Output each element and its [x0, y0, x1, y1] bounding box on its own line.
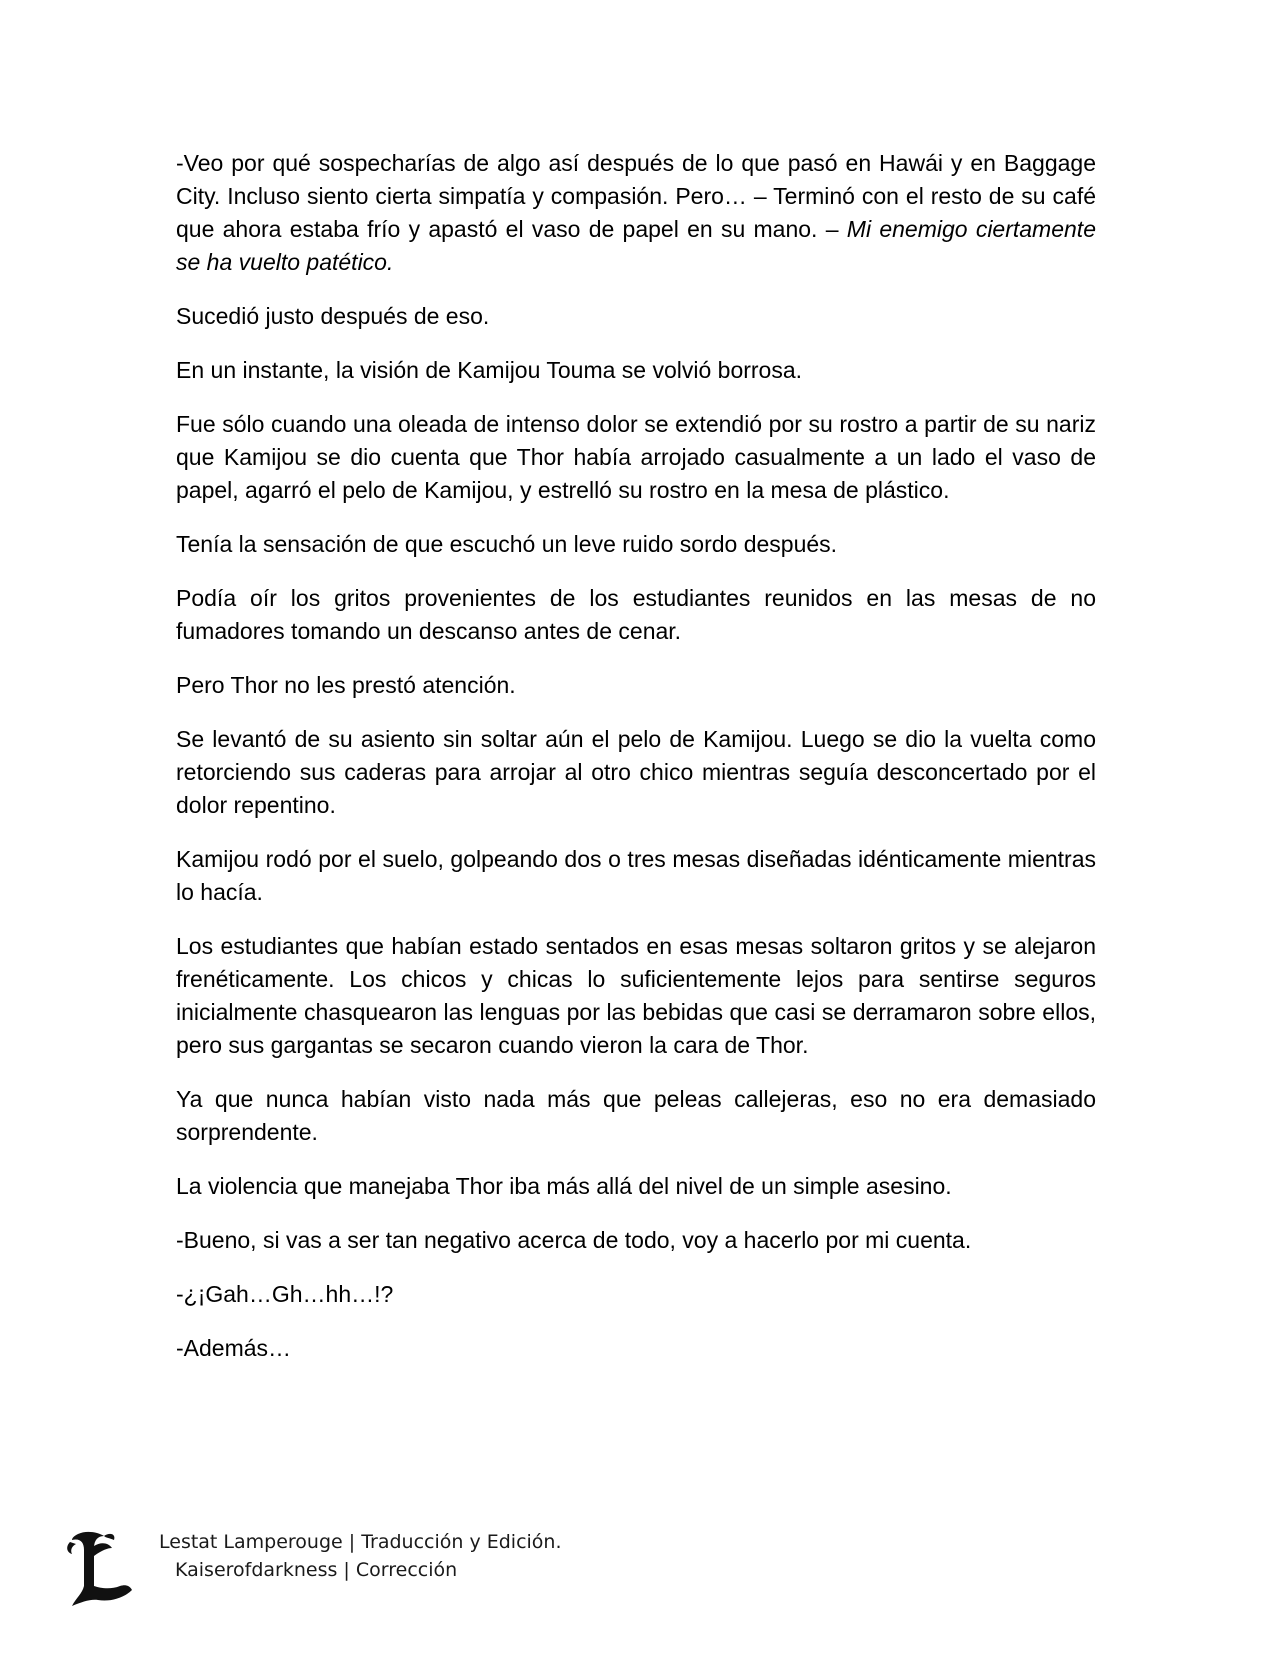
paragraph-3: En un instante, la visión de Kamijou Touma se volvió borrosa. — [176, 357, 803, 383]
credits — [159, 1528, 562, 1584]
document-body — [176, 147, 1096, 1386]
paragraph-8: Se levantó de su asiento sin soltar aún el pelo de Kamijou. Luego se dio la vuelta como retorciendo sus caderas para arrojar al otro chico mientras seguía desconcertado por el dolor repentino. — [176, 726, 1096, 818]
paragraph-1 — [176, 147, 1096, 279]
paragraph-10: Los estudiantes que habían estado sentados en esas mesas soltaron gritos y se alejaron frenéticamente. Los chicos y chicas lo suficientemente lejos para sentirse seguros inicialmente chasquearon las lenguas por las bebidas que casi se derramaron sobre ellos, pero sus gargantas se secaron cuando vieron la cara de Thor. — [176, 933, 1096, 1058]
page-footer — [64, 1528, 764, 1628]
paragraph-14: -¿¡Gah…Gh…hh…!? — [176, 1281, 394, 1307]
paragraph-11: Ya que nunca habían visto nada más que peleas callejeras, eso no era demasiado sorprendente. — [176, 1086, 1096, 1145]
paragraph-13: -Bueno, si vas a ser tan negativo acerca de todo, voy a hacerlo por mi cuenta. — [176, 1227, 972, 1253]
paragraph-9: Kamijou rodó por el suelo, golpeando dos o tres mesas diseñadas idénticamente mientras lo hacía. — [176, 846, 1096, 905]
paragraph-5: Tenía la sensación de que escuchó un leve ruido sordo después. — [176, 531, 838, 557]
gothic-L-logo-icon — [64, 1528, 136, 1608]
paragraph-7: Pero Thor no les prestó atención. — [176, 672, 516, 698]
credit-line-translation: Lestat Lamperouge | Traducción y Edición. — [159, 1531, 562, 1553]
paragraph-15: -Además… — [176, 1335, 292, 1361]
paragraph-1-text: -Veo por qué sospecharías de algo así después de lo que pasó en Hawái y en Baggage City. Incluso siento cierta simpatía y compasión. Pero… – Terminó con el resto de su café que ahora estaba frío y apastó el vaso de papel en su mano. – — [176, 150, 1096, 242]
paragraph-12: La violencia que manejaba Thor iba más allá del nivel de un simple asesino. — [176, 1173, 952, 1199]
paragraph-6: Podía oír los gritos provenientes de los estudiantes reunidos en las mesas de no fumadores tomando un descanso antes de cenar. — [176, 585, 1096, 644]
paragraph-4: Fue sólo cuando una oleada de intenso dolor se extendió por su rostro a partir de su nariz que Kamijou se dio cuenta que Thor había arrojado casualmente a un lado el vaso de papel, agarró el pelo de Kamijou, y estrelló su rostro en la mesa de plástico. — [176, 411, 1096, 503]
paragraph-2: Sucedió justo después de eso. — [176, 303, 490, 329]
credit-line-correction: Kaiserofdarkness | Corrección — [175, 1559, 458, 1581]
paragraph-1-italic: Mi enemigo ciertamente se ha vuelto patético. — [176, 216, 1096, 275]
